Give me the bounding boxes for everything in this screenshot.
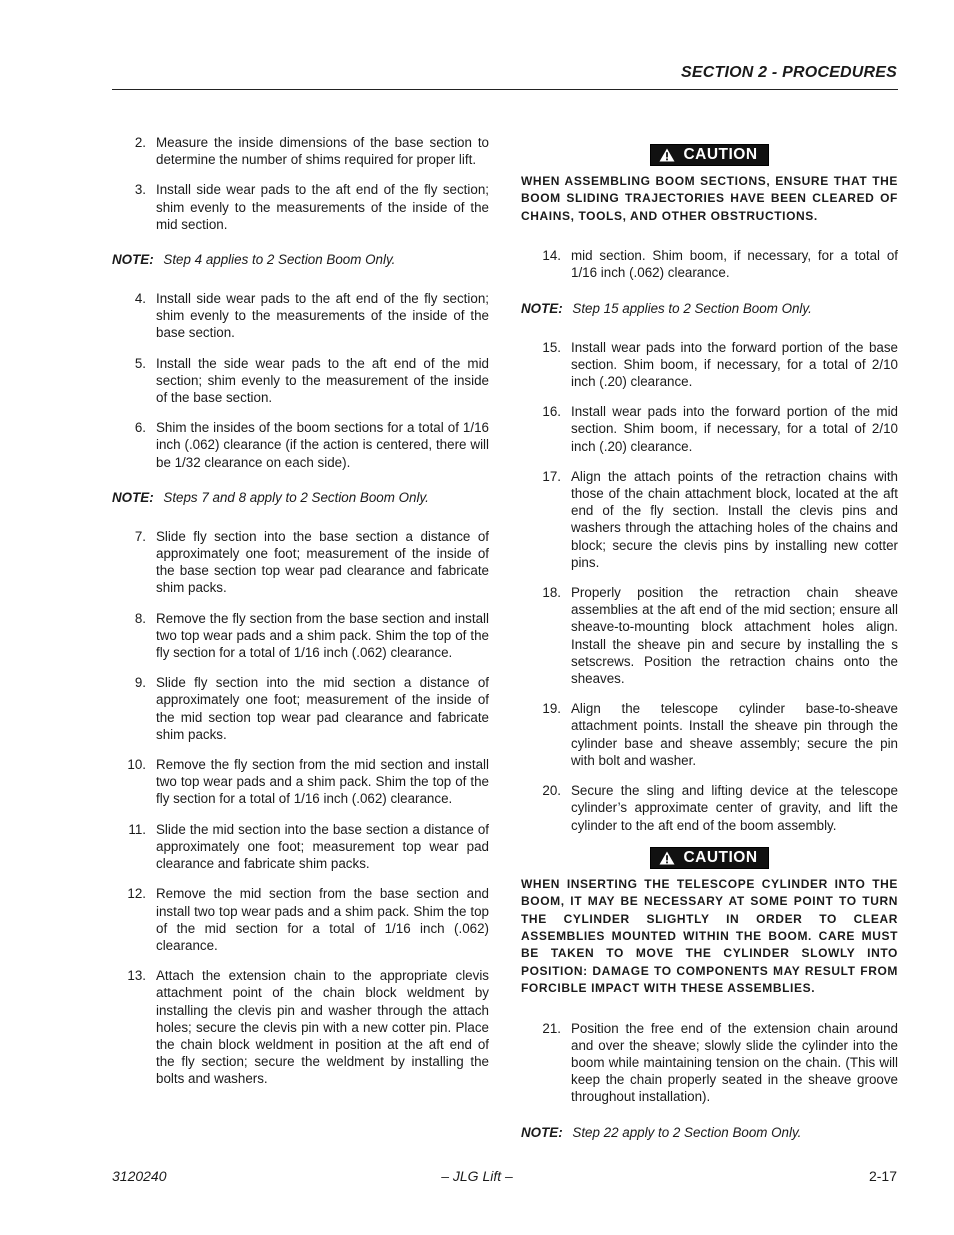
step-number: 16. [542, 404, 561, 420]
step-number: 9. [134, 675, 146, 691]
footer-brand: – JLG Lift – [441, 1168, 513, 1184]
step-list [112, 528, 489, 1088]
step-item [112, 967, 489, 1087]
step-item [521, 403, 898, 455]
caution-header [521, 144, 898, 167]
section-title: SECTION 2 - PROCEDURES [681, 64, 897, 81]
step-item [112, 134, 489, 168]
step-text: Measure the inside dimensions of the base section to determine the number of shims required for proper lift. [156, 135, 489, 168]
step-number: 3. [134, 182, 146, 198]
step-number: 17. [542, 468, 561, 484]
step-number: 6. [134, 420, 146, 436]
step-item [112, 756, 489, 808]
step-number: 5. [134, 355, 146, 371]
caution-label: CAUTION [683, 146, 758, 163]
step-text: Install side wear pads to the aft end of the fly section; shim evenly to the measurements of the inside of the mid section. [156, 182, 489, 232]
step-text: Align the attach points of the retraction chains with those of the chain attachment block, located at the aft end of the fly section. Install the clevis pins and washers through the attaching holes of the chains and block; secure the clevis pins by installing new cotter pins. [571, 468, 898, 570]
step-text: Shim the insides of the boom sections for a total of 1/16 inch (.062) clearance (if the action is centered, there will be 1/32 clearance on each side). [156, 420, 489, 470]
step-item [521, 700, 898, 769]
step-number: 4. [134, 291, 146, 307]
note-text: Steps 7 and 8 apply to 2 Section Boom Only. [163, 489, 429, 505]
step-item [112, 528, 489, 597]
note [112, 489, 489, 506]
step-item [112, 355, 489, 407]
caution-header [521, 847, 898, 870]
step-item [112, 821, 489, 873]
step-item [521, 1020, 898, 1106]
step-text: Slide fly section into the mid section a distance of approximately one foot; measurement of the inside of the mid section top wear pad clearance and fabricate shim packs. [156, 675, 489, 742]
header-divider [112, 89, 898, 90]
caution-badge [650, 144, 768, 166]
step-text: Install wear pads into the forward portion of the mid section. Shim boom, if necessary, for a total of 2/10 inch (.20) clearance. [571, 404, 898, 454]
step-text: Slide the mid section into the base section a distance of approximately one foot; measurement top wear pad clearance and fabricate shim packs. [156, 821, 489, 872]
caution-text: WHEN ASSEMBLING BOOM SECTIONS, ENSURE THAT THE BOOM SLIDING TRAJECTORIES HAVE BEEN CLEARED OF CHAINS, TOOLS, AND OTHER OBSTRUCTIONS. [521, 174, 898, 223]
left-column [112, 134, 489, 1101]
step-item [112, 885, 489, 954]
step-item [521, 468, 898, 571]
step-number: 20. [542, 783, 561, 799]
step-list [521, 339, 898, 834]
page-number: 2-17 [868, 1168, 897, 1184]
caution-label: CAUTION [683, 848, 758, 866]
caution-badge [650, 847, 768, 869]
step-item [521, 584, 898, 687]
step-item [521, 339, 898, 391]
step-text: Align the telescope cylinder base-to-sheave attachment points. Install the sheave pin through the cylinder base and sheave assembly; secure the pin with bolt and washer. [571, 701, 898, 768]
note [521, 300, 898, 317]
step-list [521, 247, 898, 281]
step-item [112, 181, 489, 233]
step-number: 15. [542, 339, 561, 355]
note-label: NOTE: [521, 1124, 563, 1140]
warning-triangle-icon [659, 851, 675, 865]
step-text: Install the side wear pads to the aft end of the mid section; shim evenly to the measurement of the inside of the base section. [156, 355, 489, 406]
note-text: Step 22 apply to 2 Section Boom Only. [572, 1124, 802, 1140]
step-text: Remove the fly section from the mid section and install two top wear pads and a shim pack. Shim the top of the fly section for a total of 1/16 inch (.062) clearance. [156, 757, 489, 807]
step-number: 8. [134, 610, 146, 626]
step-number: 19. [542, 701, 561, 717]
step-text: Remove the mid section from the base section and install two top wear pads and a shim pack. Shim the top of the mid section for a total of 1/16 inch (.062) clearance. [156, 886, 489, 953]
step-number: 21. [542, 1020, 561, 1036]
step-item [112, 419, 489, 471]
step-number: 12. [127, 886, 146, 902]
right-column [521, 134, 898, 1163]
note [112, 251, 489, 268]
step-item [112, 610, 489, 662]
step-text: Install wear pads into the forward portion of the base section. Shim boom, if necessary, for a total of 2/10 inch (.20) clearance. [571, 339, 898, 390]
step-text: Attach the extension chain to the appropriate clevis attachment point of the chain block weldment by installing the clevis pin and washer through the attach holes; secure the clevis pin with a new cotter pin. Place the chain block weldment in position at the aft end of the fly section; secure the weldment by installing the bolts and washers. [156, 968, 489, 1087]
caution-text: WHEN INSERTING THE TELESCOPE CYLINDER INTO THE BOOM, IT MAY BE NECESSARY AT SOME POINT TO TURN THE CYLINDER SLIGHTLY IN ORDER TO CLEAR ASSEMBLIES MOUNTED WITHIN THE BOOM. CARE MUST BE TAKEN TO MOVE THE CYLINDER SLOWLY INTO POSITION: DAMAGE TO COMPONENTS MAY RESULT FROM FORCIBLE IMPACT WITH THESE ASSEMBLIES. [521, 876, 898, 996]
note [521, 1124, 898, 1141]
step-number: 11. [128, 821, 146, 837]
note-text: Step 4 applies to 2 Section Boom Only. [163, 252, 396, 268]
step-item [112, 290, 489, 342]
step-item [521, 247, 898, 281]
note-label: NOTE: [521, 300, 563, 316]
step-text: Install side wear pads to the aft end of the fly section; shim evenly to the measurements of the inside of the base section. [156, 291, 489, 341]
step-number: 13. [127, 968, 146, 984]
step-list [521, 1020, 898, 1106]
footer-doc-number: 3120240 [112, 1168, 167, 1184]
step-number: 14. [542, 248, 561, 264]
step-number: 2. [134, 135, 146, 150]
step-text: Properly position the retraction chain sheave assemblies at the aft end of the mid section; ensure all sheave-to-mounting block attachment holes align. Install the sheave pin and secure by installing the s setscrews. Position the retraction chains onto the sheaves. [571, 585, 898, 687]
step-text: mid section. Shim boom, if necessary, for a total of 1/16 inch (.062) clearance. [571, 248, 898, 281]
step-item [521, 782, 898, 834]
step-text: Slide fly section into the base section a distance of approximately one foot; measurement of the inside of the base section top wear pad clearance and fabricate shim packs. [156, 528, 489, 596]
step-number: 18. [542, 585, 561, 601]
step-item [112, 674, 489, 743]
step-number: 7. [134, 528, 146, 544]
step-number: 10. [127, 757, 146, 773]
step-list [112, 134, 489, 233]
note-label: NOTE: [112, 489, 154, 505]
note-label: NOTE: [112, 252, 154, 268]
step-list [112, 290, 489, 471]
warning-triangle-icon [659, 148, 675, 162]
step-text: Position the free end of the extension chain around and over the sheave; slowly slide the cylinder into the boom while maintaining tension on the chain. (This will keep the chain properly seated in the sheave groove throughout installation). [571, 1020, 898, 1105]
step-text: Secure the sling and lifting device at the telescope cylinder’s approximate center of gravity, and lift the cylinder to the aft end of the boom assembly. [571, 783, 898, 833]
note-text: Step 15 applies to 2 Section Boom Only. [572, 300, 812, 316]
step-text: Remove the fly section from the base section and install two top wear pads and a shim pack. Shim the top of the fly section for a total of 1/16 inch (.062) clearance. [156, 610, 489, 661]
